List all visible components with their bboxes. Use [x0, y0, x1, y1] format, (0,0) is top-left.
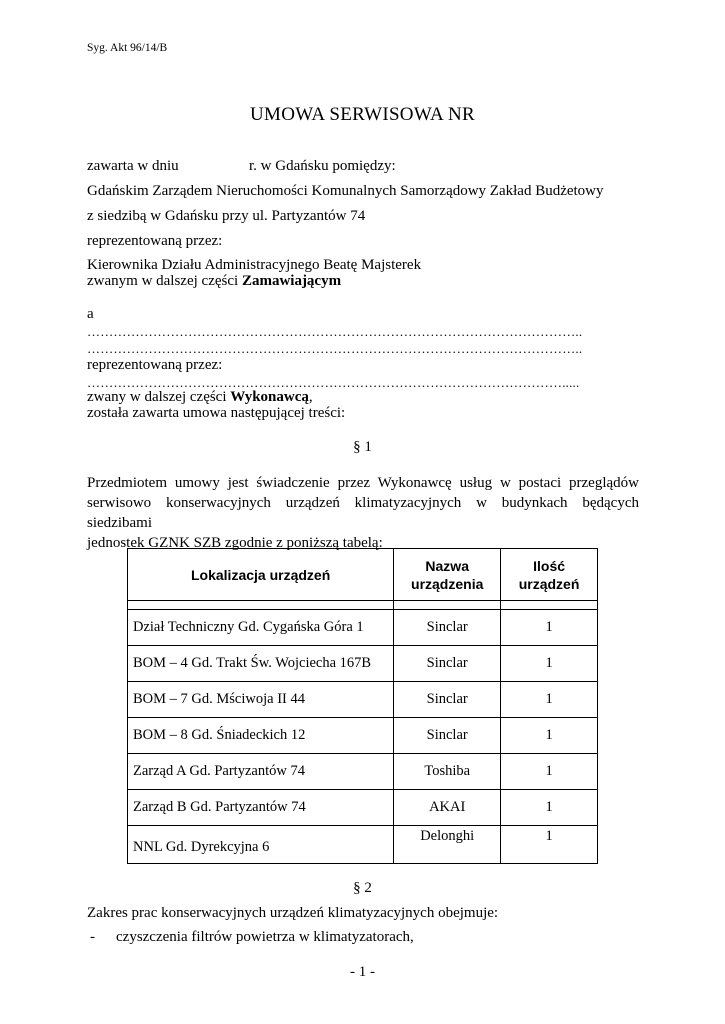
- spacer-cell: [394, 601, 501, 610]
- content-line: została zawarta umowa następującej treści:: [87, 405, 346, 421]
- section-1-heading: § 1: [353, 439, 372, 455]
- table-row: [128, 826, 598, 864]
- header-qty-line2: urządzeń: [518, 575, 580, 592]
- concluded-left: zawarta w dniu: [87, 158, 179, 174]
- header-location: Lokalizacja urządzeń: [128, 549, 394, 601]
- header-quantity: [501, 549, 598, 601]
- cell-quantity: 1: [501, 718, 598, 754]
- header-device-name: [394, 549, 501, 601]
- representative: Kierownika Działu Administracyjnego Beatę Majsterek: [87, 257, 422, 273]
- section-1-text-a: Przedmiotem umowy jest świadczenie przez Wykonawcę usług w postaci przeglądów serwisowo konserwacyjnych urządzeń klimatyzacyjnych w budynkach będących siedzibami: [87, 475, 639, 531]
- represented-by-2: reprezentowaną przez:: [87, 357, 223, 373]
- cell-device-name: Toshiba: [394, 754, 501, 790]
- called-contractor-line: [87, 389, 313, 406]
- bullet-item: czyszczenia filtrów powietrza w klimatyzatorach,: [116, 929, 414, 945]
- cell-device-name: Sinclar: [394, 646, 501, 682]
- table-row: [128, 646, 598, 682]
- section-1-text-b: jednostek GZNK SZB zgodnie z poniższą tabelą:: [87, 535, 383, 551]
- concluded-line: [87, 158, 396, 175]
- cell-location: Zarząd B Gd. Partyzantów 74: [128, 790, 394, 826]
- called-client-line: [87, 273, 341, 290]
- called-contractor-prefix: zwany w dalszej części: [87, 389, 231, 405]
- representative-blank: ……………………………………………………………………………………………….....: [87, 375, 580, 390]
- section-1-paragraph: [87, 473, 639, 553]
- page-number: - 1 -: [350, 964, 375, 980]
- devices-table: [127, 548, 598, 864]
- header-name-line2: urządzenia: [411, 575, 484, 592]
- cell-device-name: Sinclar: [394, 610, 501, 646]
- cell-quantity: 1: [501, 682, 598, 718]
- cell-quantity: 1: [501, 754, 598, 790]
- cell-location: BOM – 4 Gd. Trakt Św. Wojciecha 167B: [128, 646, 394, 682]
- called-contractor-suffix: ,: [308, 389, 313, 405]
- table-row: [128, 682, 598, 718]
- party1-address: z siedzibą w Gdańsku przy ul. Partyzantów 74: [87, 208, 366, 224]
- cell-quantity: 1: [501, 826, 598, 864]
- contractor-blank-1: …………………………………………………………………………………………………..: [87, 324, 583, 339]
- table-row: [128, 790, 598, 826]
- conjunction-a: a: [87, 306, 94, 322]
- cell-location: BOM – 8 Gd. Śniadeckich 12: [128, 718, 394, 754]
- scope-intro: Zakres prac konserwacyjnych urządzeń klimatyzacyjnych obejmuje:: [87, 905, 499, 921]
- cell-quantity: 1: [501, 610, 598, 646]
- cell-device-name: AKAI: [394, 790, 501, 826]
- client-label: Zamawiającym: [241, 273, 342, 289]
- cell-location: Dział Techniczny Gd. Cygańska Góra 1: [128, 610, 394, 646]
- cell-quantity: 1: [501, 790, 598, 826]
- spacer-cell: [128, 601, 394, 610]
- table-header-row: [128, 549, 598, 601]
- table-row: [128, 610, 598, 646]
- section-2-heading: § 2: [353, 880, 372, 896]
- cell-device-name: Sinclar: [394, 682, 501, 718]
- header-name-line1: Nazwa: [425, 557, 469, 574]
- table-row: [128, 718, 598, 754]
- case-reference: Syg. Akt 96/14/B: [87, 42, 168, 54]
- header-qty-line1: Ilość: [533, 557, 566, 574]
- called-client-prefix: zwanym w dalszej części: [87, 273, 242, 289]
- cell-location: NNL Gd. Dyrekcyjna 6: [128, 826, 394, 864]
- concluded-right: r. w Gdańsku pomiędzy:: [249, 158, 396, 174]
- cell-location: Zarząd A Gd. Partyzantów 74: [128, 754, 394, 790]
- table-spacer-row: [128, 601, 598, 610]
- table-row: [128, 754, 598, 790]
- party1-name: Gdańskim Zarządem Nieruchomości Komunalnych Samorządowy Zakład Budżetowy: [87, 183, 604, 199]
- contractor-blank-2: …………………………………………………………………………………………………..: [87, 341, 583, 356]
- contractor-label: Wykonawcą: [230, 389, 309, 405]
- spacer-cell: [501, 601, 598, 610]
- cell-device-name: Delonghi: [394, 826, 501, 864]
- bullet-dash: -: [90, 929, 95, 945]
- cell-location: BOM – 7 Gd. Mściwoja II 44: [128, 682, 394, 718]
- represented-by: reprezentowaną przez:: [87, 233, 223, 249]
- cell-device-name: Sinclar: [394, 718, 501, 754]
- document-title: UMOWA SERWISOWA NR: [250, 104, 475, 125]
- cell-quantity: 1: [501, 646, 598, 682]
